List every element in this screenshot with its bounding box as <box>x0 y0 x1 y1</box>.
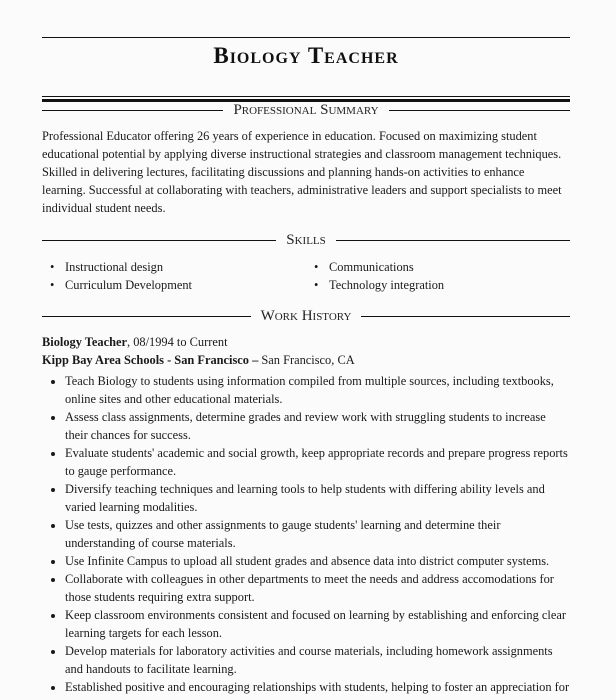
section-title: Professional Summary <box>233 102 379 118</box>
page-title: Biology Teacher <box>213 43 399 68</box>
job-bullet: • Use tests, quizzes and other assignments to gauge students' learning and determine their understanding of course materials. <box>65 516 570 552</box>
job-header <box>42 333 570 369</box>
top-rule <box>42 37 570 38</box>
job-bullet: • Collaborate with colleagues in other departments to meet the needs and address accomodations for those students requiring extra support. <box>65 570 570 606</box>
job-bullet: • Keep classroom environments consistent and focused on learning by establishing and enforcing clear learning targets for each lesson. <box>65 606 570 642</box>
section-title: Skills <box>286 232 326 248</box>
job-bullet: • Evaluate students' academic and social growth, keep appropriate records and prepare progress reports to gauge performance. <box>65 444 570 480</box>
job-bullet: • Diversify teaching techniques and learning tools to help students with differing ability levels and varied learning modalities. <box>65 480 570 516</box>
employer: Kipp Bay Area Schools - San Francisco – <box>42 353 259 367</box>
summary-text: Professional Educator offering 26 years of experience in education. Focused on maximizing student educational potential by applying diverse instructional strategies and classroom management techniques. Skilled in delivering lectures, facilitating discussions and planning hands-on activities to enhance learning. Successful at collaborating with teachers, administrative leaders and support specialists to meet individual student needs. <box>42 129 562 215</box>
job-location: San Francisco, CA <box>258 353 355 367</box>
job-title: Biology Teacher <box>42 335 128 349</box>
section-header-skills <box>42 232 570 249</box>
job-bullet: • Assess class assignments, determine grades and review work with struggling students to increase their chances for success. <box>65 408 570 444</box>
section-header-summary <box>42 102 570 119</box>
job-bullet: • Develop materials for laboratory activities and course materials, including homework assignments and handouts to facilitate learning. <box>65 642 570 678</box>
job-bullets <box>42 372 570 700</box>
job-bullet: • Teach Biology to students using information compiled from multiple sources, including textbooks, online sites and other educational materials. <box>65 372 570 408</box>
job-dates: , 08/1994 to Current <box>127 335 228 349</box>
job-bullet: • Use Infinite Campus to upload all student grades and absence data into district computer systems. <box>65 552 570 570</box>
skill-item: • Technology integration <box>306 276 570 294</box>
job-bullet: • Established positive and encouraging relationships with students, helping to foster an appreciation for <box>65 678 570 696</box>
skill-item: • Communications <box>306 258 570 276</box>
skill-item: • Curriculum Development <box>42 276 306 294</box>
section-header-work <box>42 308 570 325</box>
skills-list <box>42 258 570 294</box>
skill-item: • Instructional design <box>42 258 306 276</box>
title-rule <box>42 96 570 97</box>
section-title: Work History <box>260 308 352 324</box>
